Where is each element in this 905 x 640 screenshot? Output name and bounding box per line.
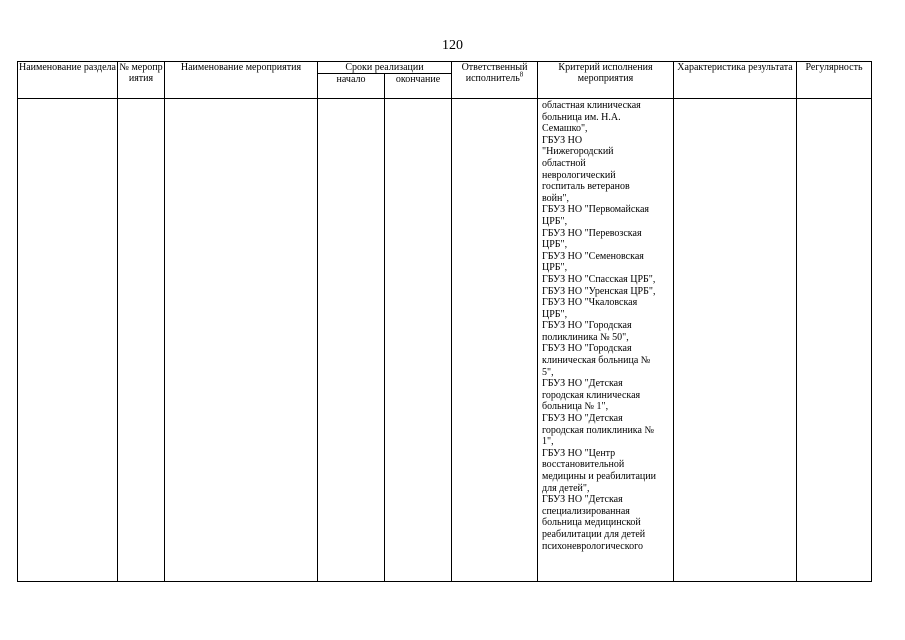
- header-row: [18, 62, 872, 74]
- header-section-name-text: Наименование раздела: [19, 62, 116, 73]
- criterion-text: областная клиническая больница им. Н.А. Семашко", ГБУЗ НО "Нижегородский областной неврологический госпиталь ветеранов войн", ГБУЗ НО "Первомайская ЦРБ", ГБУЗ НО "Перевозская ЦРБ", ГБУЗ НО "Семеновская ЦРБ", ГБУЗ НО "Спасская ЦРБ", ГБУЗ НО "Уренская ЦРБ", ГБУЗ НО "Чкаловская ЦРБ", ГБУЗ НО "Городская поликлиника № 50", ГБУЗ НО "Городская клиническая больница № 5", ГБУЗ НО "Детская городская клиническая больница № 1", ГБУЗ НО "Детская городская поликлиника № 1", ГБУЗ НО "Центр восстановительной медицины и реабилитации для детей", ГБУЗ НО "Детская специализированная больница медицинской реабилитации для детей психоневрологического: [542, 100, 656, 552]
- cell-criterion: [538, 99, 674, 582]
- header-start: [318, 74, 385, 99]
- header-result: [674, 62, 797, 99]
- header-regularity: [797, 62, 872, 99]
- header-end-text: окончание: [395, 74, 441, 85]
- cell-responsible: [452, 99, 538, 582]
- header-event-number: [118, 62, 165, 99]
- header-result-text: Характеристика результата: [677, 62, 793, 73]
- page-number: 120: [442, 38, 463, 53]
- table-row: [18, 99, 872, 582]
- cell-result: [674, 99, 797, 582]
- events-table: [17, 61, 872, 582]
- header-event-number-text: № меропр иятия: [119, 62, 163, 84]
- header-event-name-text: Наименование мероприятия: [180, 62, 302, 73]
- cell-event-name: [165, 99, 318, 582]
- header-criterion: [538, 62, 674, 99]
- cell-section-name: [18, 99, 118, 582]
- header-event-name: [165, 62, 318, 99]
- cell-end: [385, 99, 452, 582]
- header-deadlines-text: Сроки реализации: [345, 62, 424, 73]
- header-regularity-text: Регулярность: [805, 62, 863, 73]
- cell-regularity: [797, 99, 872, 582]
- header-end: [385, 74, 452, 99]
- header-responsible-footnote: 8: [519, 70, 524, 79]
- cell-event-number: [118, 99, 165, 582]
- header-responsible-text: Ответственный исполнитель: [461, 62, 528, 84]
- header-deadlines: [318, 62, 452, 74]
- cell-start: [318, 99, 385, 582]
- header-responsible: [452, 62, 538, 99]
- header-criterion-text: Критерий исполнения мероприятия: [558, 62, 653, 84]
- header-start-text: начало: [336, 74, 366, 85]
- header-section-name: [18, 62, 118, 99]
